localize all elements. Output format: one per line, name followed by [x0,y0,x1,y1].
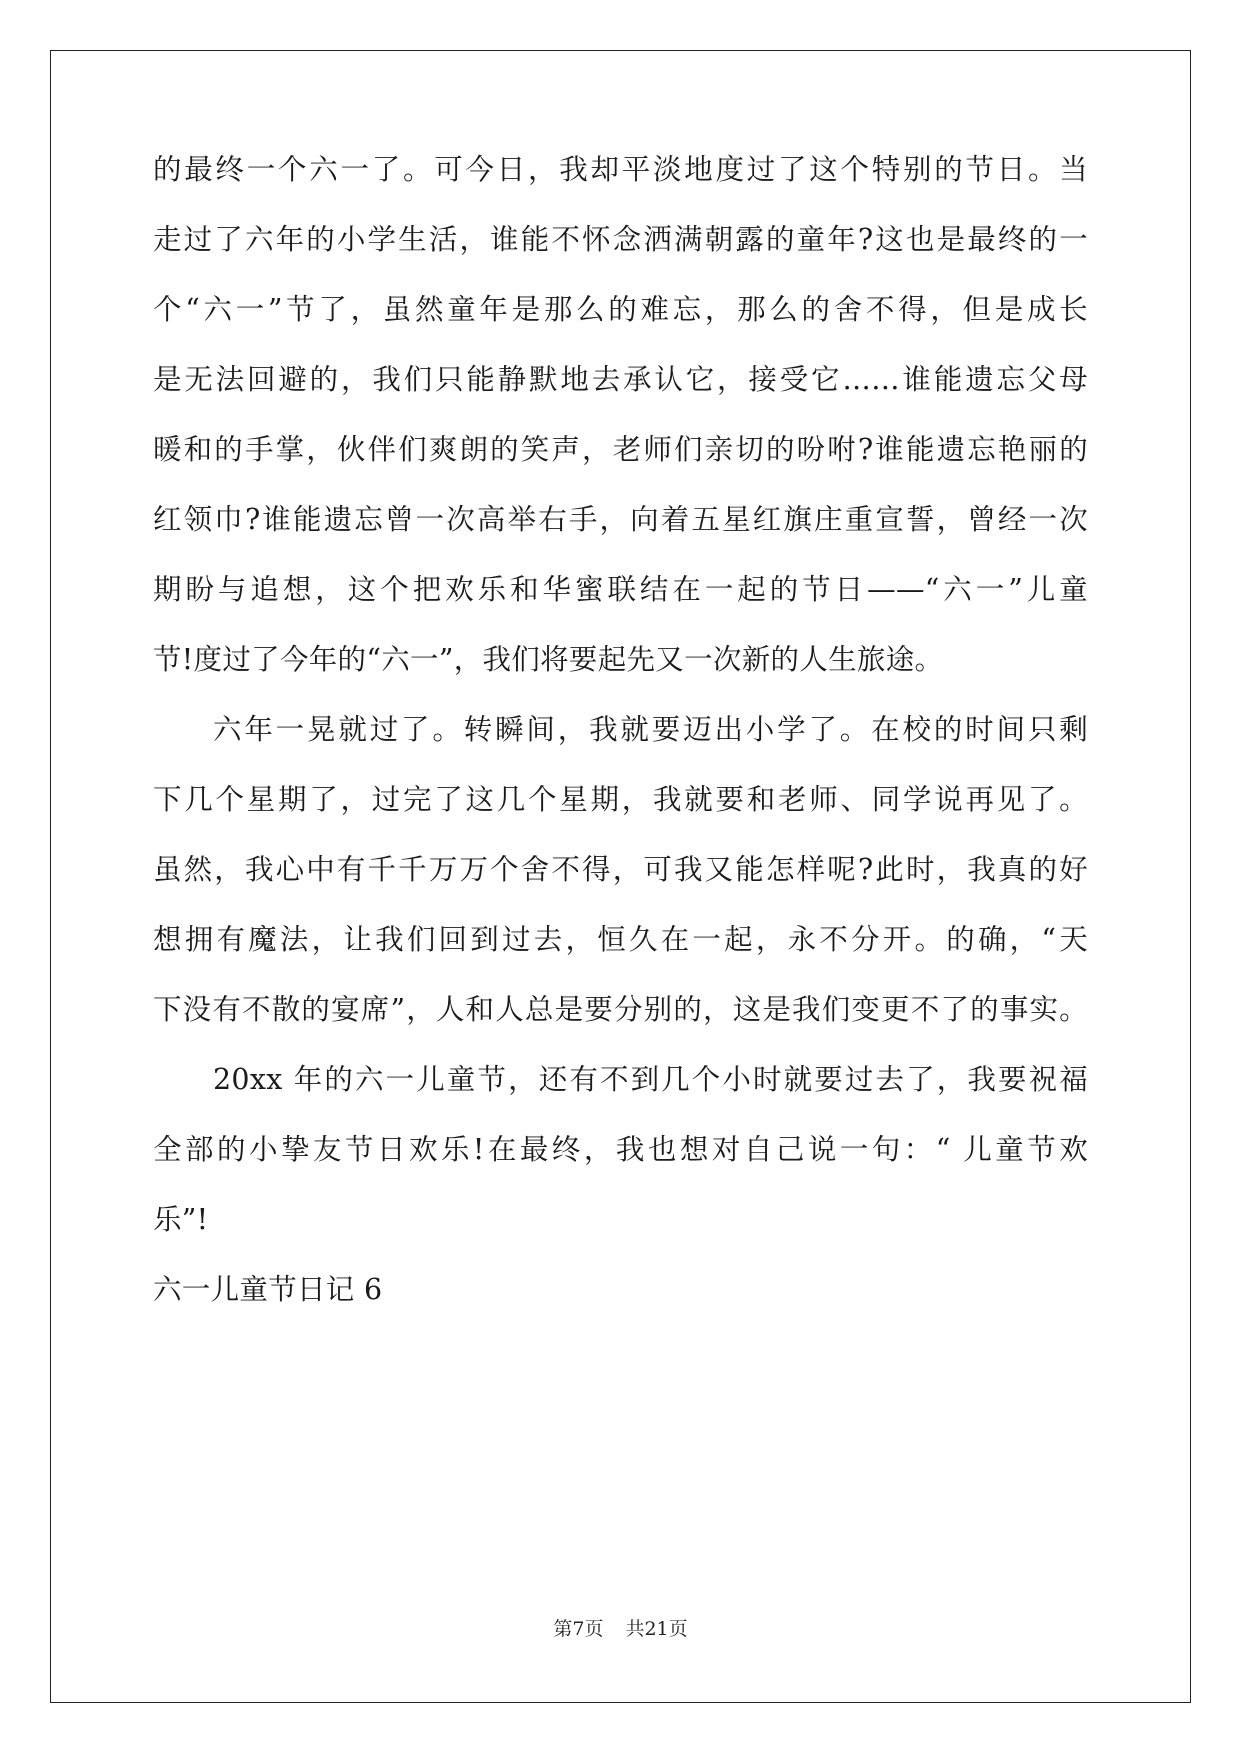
text-line: 红领巾?谁能遗忘曾一次高举右手，向着五星红旗庄重宣誓，曾经一次 [153,503,1088,536]
paragraph-first-line: 20xx 年的六一儿童节，还有不到几个小时就要过去了，我要祝福 [213,1063,1088,1096]
page-footer [0,1617,1241,1641]
text-line: 虽然，我心中有千千万万个舍不得，可我又能怎样呢?此时，我真的好 [153,853,1088,886]
section-heading: 六一儿童节日记 6 [153,1273,383,1306]
text-line: 走过了六年的小学生活，谁能不怀念洒满朝露的童年?这也是最终的一 [153,223,1088,256]
text-line: 节!度过了今年的“六一”，我们将要起先又一次新的人生旅途。 [153,643,944,676]
paragraph-first-line: 六年一晃就过了。转瞬间，我就要迈出小学了。在校的时间只剩 [213,713,1088,746]
page-number: 第7页 [553,1618,604,1640]
text-line: 个“六一”节了，虽然童年是那么的难忘，那么的舍不得，但是成长 [153,293,1088,326]
page-total: 共21页 [625,1618,688,1640]
text-line: 下没有不散的宴席”，人和人总是要分别的，这是我们变更不了的事实。 [153,993,1088,1026]
text-line: 暖和的手掌，伙伴们爽朗的笑声，老师们亲切的吩咐?谁能遗忘艳丽的 [153,433,1088,466]
text-line: 期盼与追想，这个把欢乐和华蜜联结在一起的节日——“六一”儿童 [153,573,1088,606]
text-line: 想拥有魔法，让我们回到过去，恒久在一起，永不分开。的确，“天 [153,923,1088,956]
text-line: 的最终一个六一了。可今日，我却平淡地度过了这个特别的节日。当 [153,153,1088,186]
text-line: 全部的小挚友节日欢乐!在最终，我也想对自己说一句：“ 儿童节欢 [153,1133,1088,1166]
text-line: 乐”! [153,1203,209,1236]
text-line: 下几个星期了，过完了这几个星期，我就要和老师、同学说再见了。 [153,783,1088,816]
text-line: 是无法回避的，我们只能静默地去承认它，接受它……谁能遗忘父母 [153,363,1088,396]
